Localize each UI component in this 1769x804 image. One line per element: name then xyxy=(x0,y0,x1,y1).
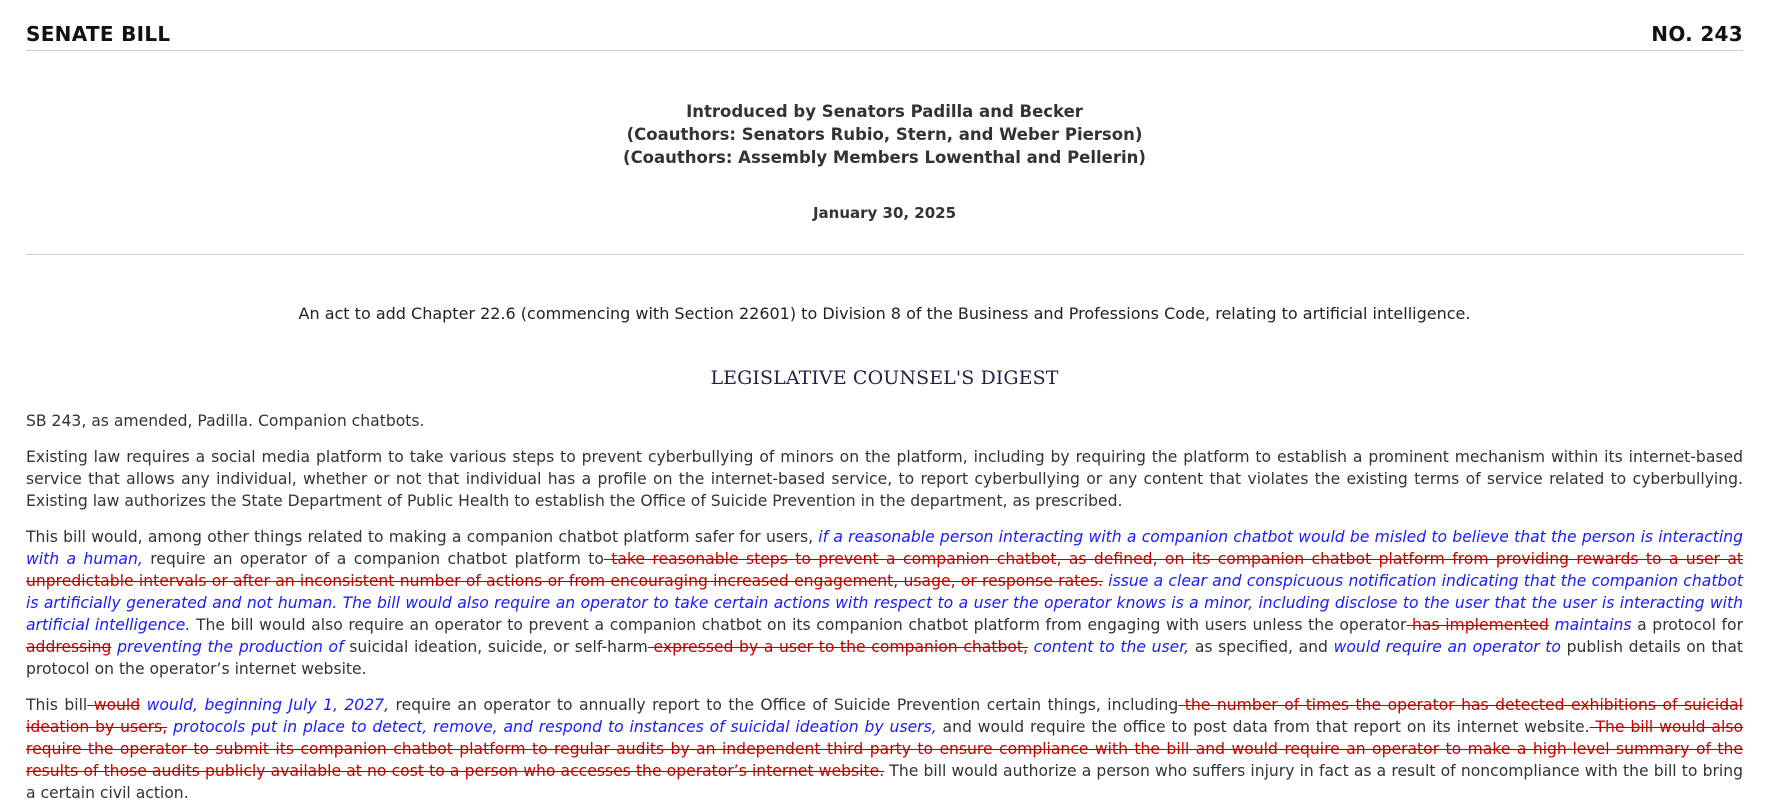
body-text: require an operator of a companion chatbot platform to xyxy=(142,550,604,568)
body-text: suicidal ideation, suicide, or self-harm xyxy=(343,638,648,656)
coauthors-senate: (Coauthors: Senators Rubio, Stern, and Weber Pierson) xyxy=(626,125,1143,144)
body-text: The bill would also require an operator to prevent a companion chatbot on its companion chatbot platform from engaging with users unless the operator xyxy=(190,616,1407,634)
body-text: The bill would authorize a person who suffers injury in fact as a result of noncompliance with the bill to bring a certain civil action. xyxy=(26,762,1743,802)
added-text: maintains xyxy=(1554,616,1632,634)
deleted-text: would xyxy=(87,696,141,714)
bill-number: NO. 243 xyxy=(1651,22,1743,46)
introduced-by: Introduced by Senators Padilla and Becker xyxy=(686,102,1083,121)
body-text: as specified, and xyxy=(1189,638,1334,656)
deleted-text: has implemented xyxy=(1406,616,1549,634)
section-divider xyxy=(26,254,1743,255)
added-text: if a reasonable person interacting with a companion chatbot would be misled to believe that the person is interacting with a human, xyxy=(26,528,1743,568)
deleted-text: addressing xyxy=(26,638,112,656)
body-text: and would require the office to post data from that report on its internet website. xyxy=(936,718,1590,736)
digest-title: LEGISLATIVE COUNSEL'S DIGEST xyxy=(710,367,1059,389)
added-text: would require an operator to xyxy=(1333,638,1561,656)
added-text: would, beginning July 1, 2027, xyxy=(146,696,390,714)
digest-paragraph-amended-2 xyxy=(26,694,1743,804)
body-text: publish details on that protocol on the operator’s internet website. xyxy=(26,638,1744,678)
digest-paragraph-amended-1 xyxy=(26,526,1743,680)
added-text: protocols put in place to detect, remove, and respond to instances of suicidal ideation by users, xyxy=(173,718,937,736)
added-text: issue a clear and conspicuous notification indicating that the companion chatbot is artificially generated and not human. The bill would also require an operator to take certain actions with respect to a user the operator knows is a minor, including disclose to the user that the user is interacting with artificial intelligence. xyxy=(26,572,1743,634)
act-title: An act to add Chapter 22.6 (commencing with Section 22601) to Division 8 of the Business and Professions Code, relating to artificial intelligence. xyxy=(298,304,1471,323)
deleted-text: the number of times the operator has detected exhibitions of suicidal ideation by users, xyxy=(26,696,1744,736)
coauthors-assembly: (Coauthors: Assembly Members Lowenthal and Pellerin) xyxy=(623,148,1146,167)
digest-summary: SB 243, as amended, Padilla. Companion chatbots. xyxy=(26,412,425,430)
body-text: This bill would, among other things related to making a companion chatbot platform safer for users, xyxy=(26,528,819,546)
deleted-text: expressed by a user to the companion chatbot, xyxy=(647,638,1028,656)
bill-introduction xyxy=(26,100,1743,223)
body-text: a protocol for xyxy=(1631,616,1743,634)
body-text: This bill xyxy=(26,696,88,714)
deleted-text: take reasonable steps to prevent a companion chatbot, as defined, on its companion chatbot platform from providing rewards to a user at unpredictable intervals or after an inconsistent number of actions or from encouraging increased engagement, usage, or response rates. xyxy=(26,550,1744,590)
introduction-date: January 30, 2025 xyxy=(812,204,957,222)
digest-existing-law: Existing law requires a social media platform to take various steps to prevent cyberbullying of minors on the platform, including by requiring the platform to establish a prominent mechanism within its internet-based service that allows any individual, whether or not that individual has a profile on the internet-based service, to report cyberbullying or any content that violates the existing terms of service related to cyberbullying. Existing law authorizes the State Department of Public Health to establish the Office of Suicide Prevention in the department, as prescribed. xyxy=(26,448,1743,510)
deleted-text: The bill would also require the operator to submit its companion chatbot platform to regular audits by an independent third party to ensure compliance with the bill and would require an operator to make a high-level summary of the results of those audits publicly available at no cost to a person who accesses the operator’s internet website. xyxy=(26,718,1743,780)
added-text: content to the user, xyxy=(1033,638,1190,656)
bill-header xyxy=(26,0,1743,51)
bill-type-label: SENATE BILL xyxy=(26,22,171,46)
added-text: preventing the production of xyxy=(117,638,344,656)
body-text: require an operator to annually report to the Office of Suicide Prevention certain things, including xyxy=(389,696,1179,714)
